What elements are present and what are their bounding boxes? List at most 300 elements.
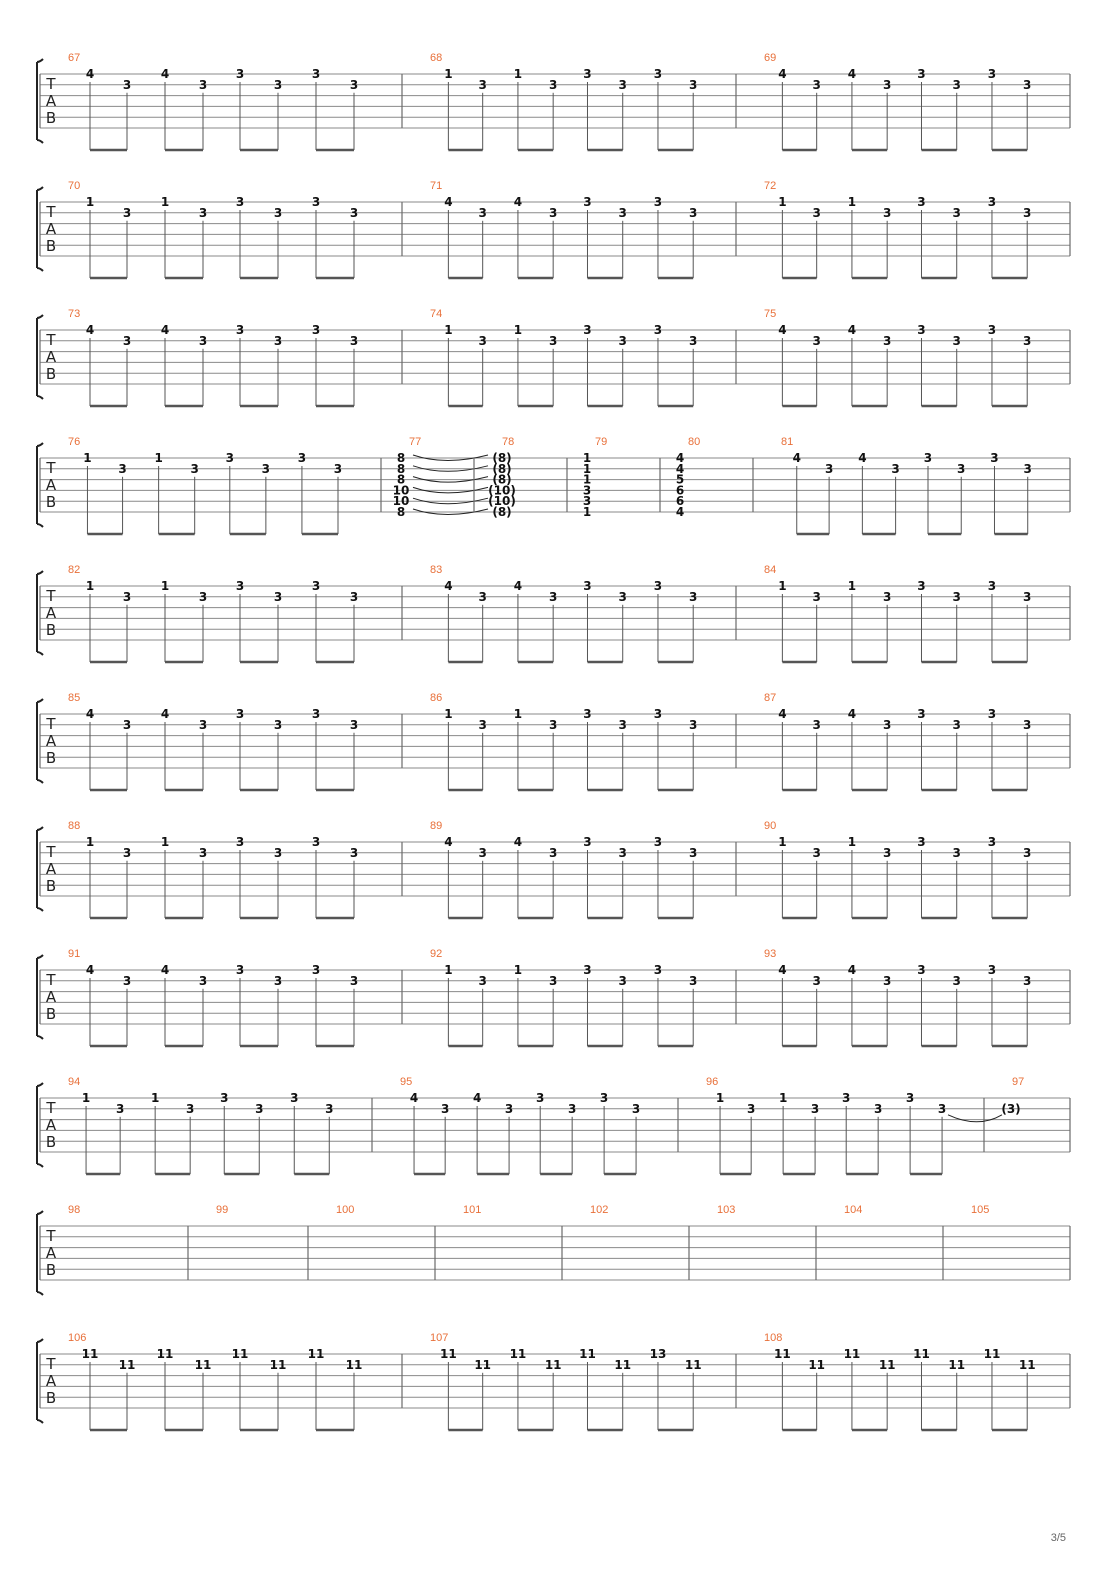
fret-number: 3 xyxy=(653,963,663,977)
tab-clef-a: A xyxy=(45,348,57,366)
measure-number: 77 xyxy=(409,436,422,448)
chord-fret: 10 xyxy=(392,494,410,509)
fret-number: 1 xyxy=(160,195,170,209)
measure-number: 98 xyxy=(68,1204,81,1216)
fret-number: 3 xyxy=(349,845,359,860)
fret-number: 1 xyxy=(847,195,857,209)
fret-number: 1 xyxy=(778,835,787,849)
tab-clef-b: B xyxy=(45,1261,57,1279)
fret-number: 3 xyxy=(198,845,208,860)
fret-number: 3 xyxy=(882,845,892,860)
fret-number: 3 xyxy=(115,1101,125,1116)
measure-number: 83 xyxy=(430,564,443,576)
fret-number: 1 xyxy=(847,579,857,593)
chord-fret: 6 xyxy=(675,483,685,498)
fret-number: 3 xyxy=(583,67,592,81)
fret-number: 3 xyxy=(653,707,663,721)
fret-number: 3 xyxy=(1023,205,1032,220)
tab-clef-t: T xyxy=(46,843,56,861)
fret-number: 3 xyxy=(235,707,245,721)
fret-number: 3 xyxy=(618,845,627,860)
fret-number: 3 xyxy=(478,589,487,604)
fret-number: 1 xyxy=(85,835,95,849)
fret-number: 3 xyxy=(235,963,245,977)
chord-fret: (8) xyxy=(492,505,512,519)
fret-number: 3 xyxy=(548,333,558,348)
tab-clef-b: B xyxy=(45,1389,57,1407)
fret-number: 4 xyxy=(847,707,857,721)
fret-number: 3 xyxy=(689,589,698,604)
fret-number: 3 xyxy=(631,1101,641,1116)
measure-number: 104 xyxy=(844,1204,863,1216)
fret-number: 3 xyxy=(311,67,321,81)
fret-number: 1 xyxy=(160,579,170,593)
tab-clef-b: B xyxy=(45,1005,57,1023)
fret-number: 3 xyxy=(536,1091,545,1105)
fret-number: 3 xyxy=(957,461,966,476)
measure-number: 106 xyxy=(68,1332,87,1344)
fret-number: 11 xyxy=(983,1347,1001,1361)
fret-number: 3 xyxy=(812,333,821,348)
fret-number: 4 xyxy=(778,323,787,337)
fret-number: 3 xyxy=(273,973,283,988)
fret-number: 3 xyxy=(198,973,208,988)
fret-number: 11 xyxy=(231,1347,249,1361)
measure-number: 107 xyxy=(430,1332,449,1344)
fret-number: 1 xyxy=(513,707,523,721)
measure-number: 101 xyxy=(463,1204,482,1216)
fret-number: 3 xyxy=(987,195,997,209)
measure-number: 88 xyxy=(68,820,81,832)
chord-fret: (8) xyxy=(492,472,512,487)
fret-number: 3 xyxy=(583,579,592,593)
measure-number: 97 xyxy=(1012,1076,1025,1088)
chord-fret: (10) xyxy=(488,494,516,509)
fret-number: 3 xyxy=(882,333,892,348)
fret-number: 3 xyxy=(478,845,487,860)
measure-number: 71 xyxy=(430,180,443,192)
fret-number: 1 xyxy=(513,963,523,977)
fret-number: 4 xyxy=(792,451,801,465)
tab-clef-t: T xyxy=(46,1099,56,1117)
tab-clef-b: B xyxy=(45,493,57,511)
fret-number: 3 xyxy=(987,67,997,81)
fret-number: 3 xyxy=(842,1091,851,1105)
fret-number: 11 xyxy=(614,1357,632,1372)
fret-number: 3 xyxy=(987,835,997,849)
fret-number: 4 xyxy=(472,1091,482,1105)
fret-number: 11 xyxy=(579,1347,596,1361)
fret-number: 3 xyxy=(225,451,234,465)
tab-clef-t: T xyxy=(46,459,56,477)
fret-number: 3 xyxy=(548,205,558,220)
fret-number: 1 xyxy=(160,835,170,849)
fret-number: 3 xyxy=(952,717,961,732)
fret-number: 3 xyxy=(440,1101,450,1116)
fret-number: 3 xyxy=(824,461,834,476)
fret-number: 3 xyxy=(198,77,208,92)
fret-number: 3 xyxy=(882,717,892,732)
fret-number: 1 xyxy=(444,67,453,81)
fret-number: 11 xyxy=(684,1357,702,1372)
fret-number: 3 xyxy=(882,589,892,604)
fret-number: 4 xyxy=(85,707,95,721)
fret-number: 3 xyxy=(190,461,199,476)
fret-number: 3 xyxy=(917,67,926,81)
fret-number: 3 xyxy=(349,333,359,348)
fret-number: 4 xyxy=(847,323,857,337)
fret-number: 4 xyxy=(513,195,523,209)
measure-number: 70 xyxy=(68,180,81,192)
measure-number: 89 xyxy=(430,820,443,832)
fret-number: 3 xyxy=(905,1091,915,1105)
chord-fret: 10 xyxy=(392,483,410,498)
fret-number: 3 xyxy=(235,323,245,337)
tab-clef-t: T xyxy=(46,715,56,733)
measure-number: 85 xyxy=(68,692,81,704)
fret-number: 1 xyxy=(847,835,857,849)
fret-number: 1 xyxy=(85,195,95,209)
fret-number: 3 xyxy=(952,333,961,348)
fret-number: 3 xyxy=(689,973,698,988)
fret-number: 3 xyxy=(882,973,892,988)
fret-number: 3 xyxy=(987,707,997,721)
fret-number: 11 xyxy=(948,1357,966,1372)
fret-number: 3 xyxy=(311,323,321,337)
chord-fret: 4 xyxy=(675,505,685,519)
fret-number: 3 xyxy=(273,717,283,732)
measure-number: 74 xyxy=(430,308,443,320)
fret-number: 3 xyxy=(548,717,558,732)
fret-number: 4 xyxy=(778,707,787,721)
fret-number: 3 xyxy=(548,77,558,92)
tab-clef-t: T xyxy=(46,331,56,349)
fret-number: 3 xyxy=(689,845,698,860)
fret-number: 3 xyxy=(917,195,926,209)
measure-number: 69 xyxy=(764,52,777,64)
fret-number: 3 xyxy=(952,589,961,604)
fret-number: 3 xyxy=(261,461,271,476)
fret-number: 3 xyxy=(349,973,359,988)
fret-number: 3 xyxy=(891,461,900,476)
fret-number: 3 xyxy=(122,845,132,860)
fret-number: 3 xyxy=(812,205,821,220)
chord-fret: 1 xyxy=(582,461,592,476)
fret-number: 3 xyxy=(118,461,127,476)
measure-number: 79 xyxy=(595,436,608,448)
fret-number: 3 xyxy=(349,77,359,92)
measure-number: 92 xyxy=(430,948,443,960)
fret-number: 11 xyxy=(81,1347,99,1361)
fret-number: 3 xyxy=(235,835,245,849)
measure-number: 99 xyxy=(216,1204,229,1216)
chord-fret: 8 xyxy=(396,451,406,465)
chord-fret: 1 xyxy=(582,505,592,519)
fret-number: 4 xyxy=(444,835,453,849)
fret-number: 4 xyxy=(513,835,523,849)
fret-number: 11 xyxy=(509,1347,527,1361)
fret-number: 3 xyxy=(990,451,999,465)
chord-fret: 4 xyxy=(675,451,685,465)
fret-number: 3 xyxy=(1023,461,1032,476)
fret-number: 11 xyxy=(843,1347,861,1361)
measure-number: 94 xyxy=(68,1076,81,1088)
fret-number: 3 xyxy=(235,195,245,209)
measure-number: 76 xyxy=(68,436,81,448)
tab-clef-b: B xyxy=(45,621,57,639)
fret-number: 3 xyxy=(235,67,245,81)
fret-number: 1 xyxy=(154,451,163,465)
fret-number: 1 xyxy=(778,579,787,593)
measure-number: 90 xyxy=(764,820,777,832)
chord-fret: 1 xyxy=(582,472,592,487)
fret-number: 11 xyxy=(345,1357,363,1372)
fret-number: 3 xyxy=(548,589,558,604)
fret-number: 4 xyxy=(858,451,867,465)
tab-clef-a: A xyxy=(45,604,57,622)
tab-clef-b: B xyxy=(45,1133,57,1151)
fret-number: 3 xyxy=(311,963,321,977)
fret-number: 3 xyxy=(325,1101,334,1116)
fret-number: 4 xyxy=(847,963,857,977)
fret-number: 3 xyxy=(478,333,487,348)
fret-number: 3 xyxy=(653,579,663,593)
fret-number: 1 xyxy=(81,1091,91,1105)
measure-number: 72 xyxy=(764,180,777,192)
measure-number: 87 xyxy=(764,692,777,704)
tab-clef-a: A xyxy=(45,1372,57,1390)
measure-number: 75 xyxy=(764,308,777,320)
fret-number: 4 xyxy=(444,579,453,593)
measure-number: 105 xyxy=(971,1204,990,1216)
fret-number: 3 xyxy=(882,77,892,92)
fret-number: 3 xyxy=(952,205,961,220)
measure-number: 84 xyxy=(764,564,777,576)
fret-number: 3 xyxy=(349,589,359,604)
fret-number: 3 xyxy=(255,1101,264,1116)
fret-number: 3 xyxy=(583,835,592,849)
fret-number: 3 xyxy=(311,195,321,209)
tab-clef-b: B xyxy=(45,365,57,383)
measure-number: 80 xyxy=(688,436,701,448)
fret-number: 3 xyxy=(273,205,283,220)
chord-fret: 8 xyxy=(396,461,406,476)
fret-number: 3 xyxy=(882,205,892,220)
chord-fret: (10) xyxy=(488,483,516,498)
tab-clef-t: T xyxy=(46,203,56,221)
fret-number: 3 xyxy=(746,1101,756,1116)
fret-number: 3 xyxy=(618,205,627,220)
measure-number: 91 xyxy=(68,948,81,960)
chord-fret: (8) xyxy=(492,461,512,476)
tab-clef-t: T xyxy=(46,971,56,989)
fret-number: 3 xyxy=(198,205,208,220)
fret-number: 1 xyxy=(715,1091,725,1105)
fret-number: 3 xyxy=(290,1091,299,1105)
fret-number: 13 xyxy=(649,1347,667,1361)
fret-number: 1 xyxy=(444,323,453,337)
fret-number: 4 xyxy=(160,323,170,337)
chord-fret: 6 xyxy=(675,494,685,509)
tab-clef-a: A xyxy=(45,1116,57,1134)
fret-number: 3 xyxy=(917,579,926,593)
fret-number: 1 xyxy=(444,963,453,977)
fret-number: 1 xyxy=(778,195,787,209)
measure-number: 96 xyxy=(706,1076,719,1088)
fret-number: 3 xyxy=(1023,589,1032,604)
fret-number: 4 xyxy=(778,963,787,977)
fret-number: 3 xyxy=(653,67,663,81)
fret-number: 3 xyxy=(548,845,558,860)
fret-number: 3 xyxy=(653,323,663,337)
fret-number: 3 xyxy=(987,579,997,593)
fret-number: 3 xyxy=(917,835,926,849)
chord-fret: 4 xyxy=(675,461,685,476)
fret-number: 1 xyxy=(150,1091,160,1105)
fret-number: 3 xyxy=(122,205,132,220)
fret-number: 3 xyxy=(504,1101,514,1116)
fret-number: 11 xyxy=(808,1357,826,1372)
tab-clef-a: A xyxy=(45,988,57,1006)
fret-number: 3 xyxy=(689,77,698,92)
tab-clef-a: A xyxy=(45,732,57,750)
fret-number: 3 xyxy=(987,323,997,337)
fret-number: 11 xyxy=(878,1357,896,1372)
fret-number: 3 xyxy=(952,973,961,988)
tab-clef-t: T xyxy=(46,1227,56,1245)
fret-number: 4 xyxy=(513,579,523,593)
measure-number: 100 xyxy=(336,1204,355,1216)
page-number: 3/5 xyxy=(1050,1532,1066,1544)
fret-number: 3 xyxy=(273,77,283,92)
fret-number: 3 xyxy=(583,323,592,337)
tab-clef-a: A xyxy=(45,92,57,110)
measure-number: 78 xyxy=(502,436,515,448)
fret-number: 4 xyxy=(778,67,787,81)
fret-number: 3 xyxy=(273,589,283,604)
fret-number: 11 xyxy=(194,1357,212,1372)
measure-number: 103 xyxy=(717,1204,736,1216)
fret-number: 3 xyxy=(812,77,821,92)
measure-number: 68 xyxy=(430,52,443,64)
fret-number: 3 xyxy=(349,717,359,732)
fret-number: 3 xyxy=(583,195,592,209)
measure-number: 73 xyxy=(68,308,81,320)
fret-number: 3 xyxy=(952,77,961,92)
tab-clef-a: A xyxy=(45,476,57,494)
chord-fret: 8 xyxy=(396,505,406,519)
chord-fret: 8 xyxy=(396,472,406,487)
measure-number: 93 xyxy=(764,948,777,960)
measure-number: 95 xyxy=(400,1076,413,1088)
fret-number: 3 xyxy=(198,333,208,348)
fret-number: 4 xyxy=(85,67,95,81)
fret-number: 3 xyxy=(311,835,321,849)
fret-number: 3 xyxy=(583,963,592,977)
fret-number: 3 xyxy=(311,579,321,593)
fret-number: 3 xyxy=(122,973,132,988)
fret-number: 3 xyxy=(478,77,487,92)
fret-number: 4 xyxy=(444,195,453,209)
fret-number: 3 xyxy=(478,973,487,988)
fret-number: 3 xyxy=(937,1101,947,1116)
fret-number: 11 xyxy=(544,1357,562,1372)
fret-number: 3 xyxy=(810,1101,820,1116)
tab-clef-a: A xyxy=(45,1244,57,1262)
fret-number: 1 xyxy=(85,579,95,593)
fret-number: 4 xyxy=(847,67,857,81)
fret-number: 3 xyxy=(873,1101,883,1116)
fret-number: 4 xyxy=(85,323,95,337)
measure-number: 86 xyxy=(430,692,443,704)
measure-number: 102 xyxy=(590,1204,609,1216)
fret-number: 1 xyxy=(83,451,92,465)
fret-number: 1 xyxy=(513,67,523,81)
fret-number: 3 xyxy=(548,973,558,988)
fret-number: 11 xyxy=(913,1347,930,1361)
fret-number: 3 xyxy=(917,963,926,977)
fret-number: 3 xyxy=(333,461,343,476)
tab-clef-t: T xyxy=(46,587,56,605)
fret-number: 3 xyxy=(297,451,307,465)
tab-clef-a: A xyxy=(45,220,57,238)
fret-number: 3 xyxy=(220,1091,229,1105)
fret-number: 3 xyxy=(198,717,208,732)
fret-number: 3 xyxy=(987,963,997,977)
fret-number: 3 xyxy=(478,717,487,732)
fret-number: 11 xyxy=(156,1347,174,1361)
fret-number: 4 xyxy=(160,67,170,81)
fret-number: 3 xyxy=(653,835,663,849)
chord-fret: 1 xyxy=(582,451,592,465)
fret-number: 3 xyxy=(689,717,698,732)
fret-number: 3 xyxy=(583,707,592,721)
fret-number: 3 xyxy=(917,707,926,721)
fret-number: 3 xyxy=(812,589,821,604)
fret-number: 3 xyxy=(812,717,821,732)
fret-number: 3 xyxy=(122,333,132,348)
measure-number: 108 xyxy=(764,1332,783,1344)
fret-number: 3 xyxy=(567,1101,577,1116)
fret-number: 3 xyxy=(653,195,663,209)
tab-clef-t: T xyxy=(46,75,56,93)
tab-clef-b: B xyxy=(45,237,57,255)
fret-number: 3 xyxy=(198,589,208,604)
fret-number: 1 xyxy=(778,1091,788,1105)
fret-number: 11 xyxy=(440,1347,457,1361)
measure-number: 81 xyxy=(781,436,794,448)
fret-number: 3 xyxy=(917,323,926,337)
fret-number: 11 xyxy=(1018,1357,1036,1372)
measure-number: 67 xyxy=(68,52,81,64)
fret-number: 3 xyxy=(618,973,627,988)
fret-number: 3 xyxy=(235,579,245,593)
fret-number: 3 xyxy=(273,333,283,348)
fret-number: 4 xyxy=(160,963,170,977)
fret-number: 3 xyxy=(812,845,821,860)
fret-number: 3 xyxy=(1023,77,1032,92)
fret-number: 4 xyxy=(85,963,95,977)
fret-number: 3 xyxy=(689,333,698,348)
fret-number: 11 xyxy=(269,1357,287,1372)
fret-number: 4 xyxy=(160,707,170,721)
fret-number: 3 xyxy=(122,77,132,92)
fret-number: 11 xyxy=(118,1357,136,1372)
fret-number: 11 xyxy=(307,1347,325,1361)
fret-number: 3 xyxy=(618,589,627,604)
tab-clef-b: B xyxy=(45,109,57,127)
tab-clef-b: B xyxy=(45,877,57,895)
